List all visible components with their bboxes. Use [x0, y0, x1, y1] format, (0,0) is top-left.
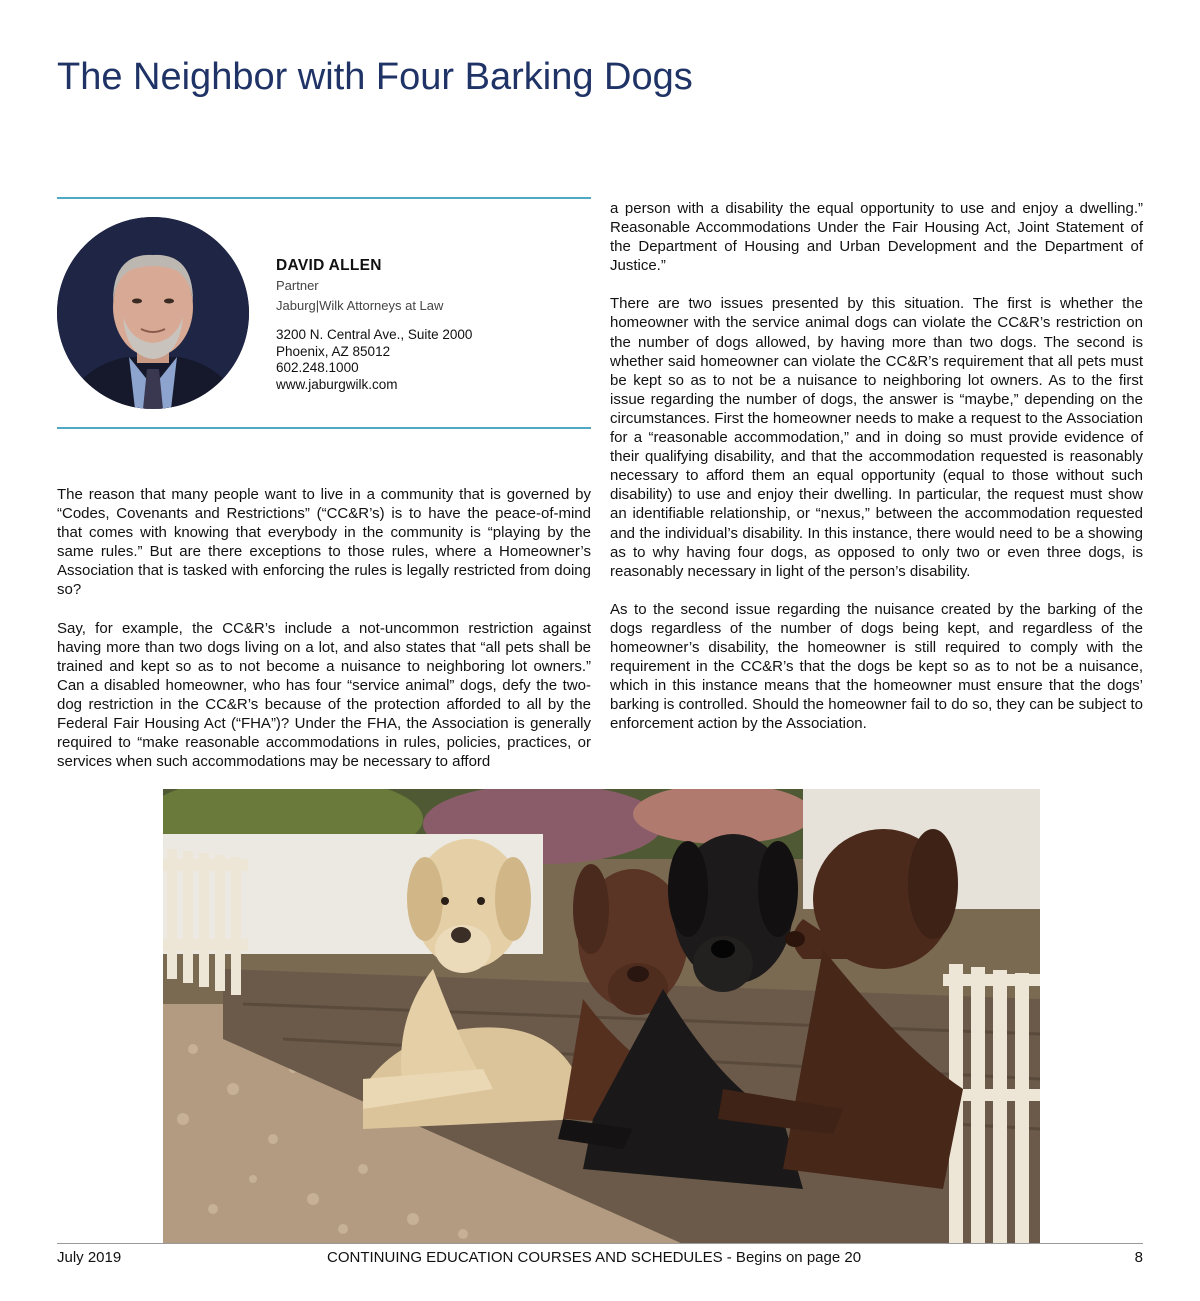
footer-divider: [57, 1243, 1143, 1244]
left-column: [57, 485, 591, 790]
author-photo: [57, 217, 249, 409]
right-paragraph-1: a person with a disability the equal opportunity to use and enjoy a dwelling.” Reasonable Accommodations Under the Fair Housing Act, Joint Statement of the Department of Housing and Urban Development and the Department of Justice.”: [610, 200, 1143, 275]
author-role: Partner: [276, 278, 319, 293]
right-column: [610, 199, 1143, 752]
left-paragraph-1: The reason that many people want to live in a community that is governed by “Codes, Covenants and Restrictions” (“CC&R’s) is to have the peace-of-mind that comes with knowing that everybody in the community is “playing by the same rules.” But are there exceptions to those rules, where a Homeowner’s Association that is tasked with enforcing the rules is legally restricted from doing so?: [57, 486, 591, 599]
right-paragraph-2: There are two issues presented by this situation. The first is whether the homeowner with the service animal dogs can violate the CC&R’s restriction on the number of dogs allowed, by having more than two dogs. The second is whether said homeowner can violate the CC&R’s requirement that all pets must be kept so as to not be a nuisance to neighboring lot owners. As to the first issue regarding the number of dogs, the answer is “maybe,” depending on the circumstances. First the homeowner needs to make a request to the Association for a “reasonable accommodation,” and in doing so must provide evidence of their qualifying disability, and that the accommodation requested is reasonably necessary to afford them an equal opportunity (equal to those without such disability) to use and enjoy their dwelling. In particular, the request must show an identifiable relationship, or “nexus,” between the accommodation requested and the individual’s disability. In this instance, there would need to be a showing as to why having four dogs, as opposed to only two or even three dogs, is reasonably necessary in light of the person’s disability.: [610, 295, 1143, 580]
footer-center-text: CONTINUING EDUCATION COURSES AND SCHEDULES - Begins on page 20: [327, 1249, 862, 1266]
dogs-photo: [163, 789, 1040, 1244]
author-block: [276, 257, 472, 393]
author-address-line1: 3200 N. Central Ave., Suite 2000: [276, 327, 473, 342]
author-address-line2: Phoenix, AZ 85012: [276, 343, 391, 359]
right-paragraph-3: As to the second issue regarding the nuisance created by the barking of the dogs regardless of the number of dogs being kept, and regardless of the homeowner’s disability, the homeowner is still required to comply with the requirement in the CC&R’s that the dogs be kept so as to not be a nuisance, which in this instance means that the homeowner must ensure that the dogs’ barking is controlled. Should the homeowner fail to do so, they can be subject to enforcement action by the Association.: [610, 600, 1143, 733]
page-number: 8: [1134, 1249, 1143, 1266]
footer-date: July 2019: [57, 1249, 122, 1266]
author-contact: [276, 327, 472, 393]
article-title: The Neighbor with Four Barking Dogs: [57, 56, 693, 98]
top-divider: [57, 197, 591, 199]
author-phone: 602.248.1000: [276, 360, 359, 375]
bottom-divider: [57, 427, 591, 429]
author-website[interactable]: www.jaburgwilk.com: [276, 376, 398, 392]
author-name: DAVID ALLEN: [276, 257, 382, 274]
author-firm: Jaburg|Wilk Attorneys at Law: [276, 298, 444, 313]
left-paragraph-2: Say, for example, the CC&R’s include a not-uncommon restriction against having more than two dogs living on a lot, and also states that “all pets shall be trained and kept so as to not become a nuisance to neighboring lot owners.” Can a disabled homeowner, who has four “service animal” dogs, defy the two-dog restriction in the CC&R’s because of the protection afforded to all by the Federal Fair Housing Act (“FHA”)? Under the FHA, the Association is generally required to “make reasonable accommodations in rules, policies, practices, or services when such accommodations may be necessary to afford: [57, 619, 591, 771]
